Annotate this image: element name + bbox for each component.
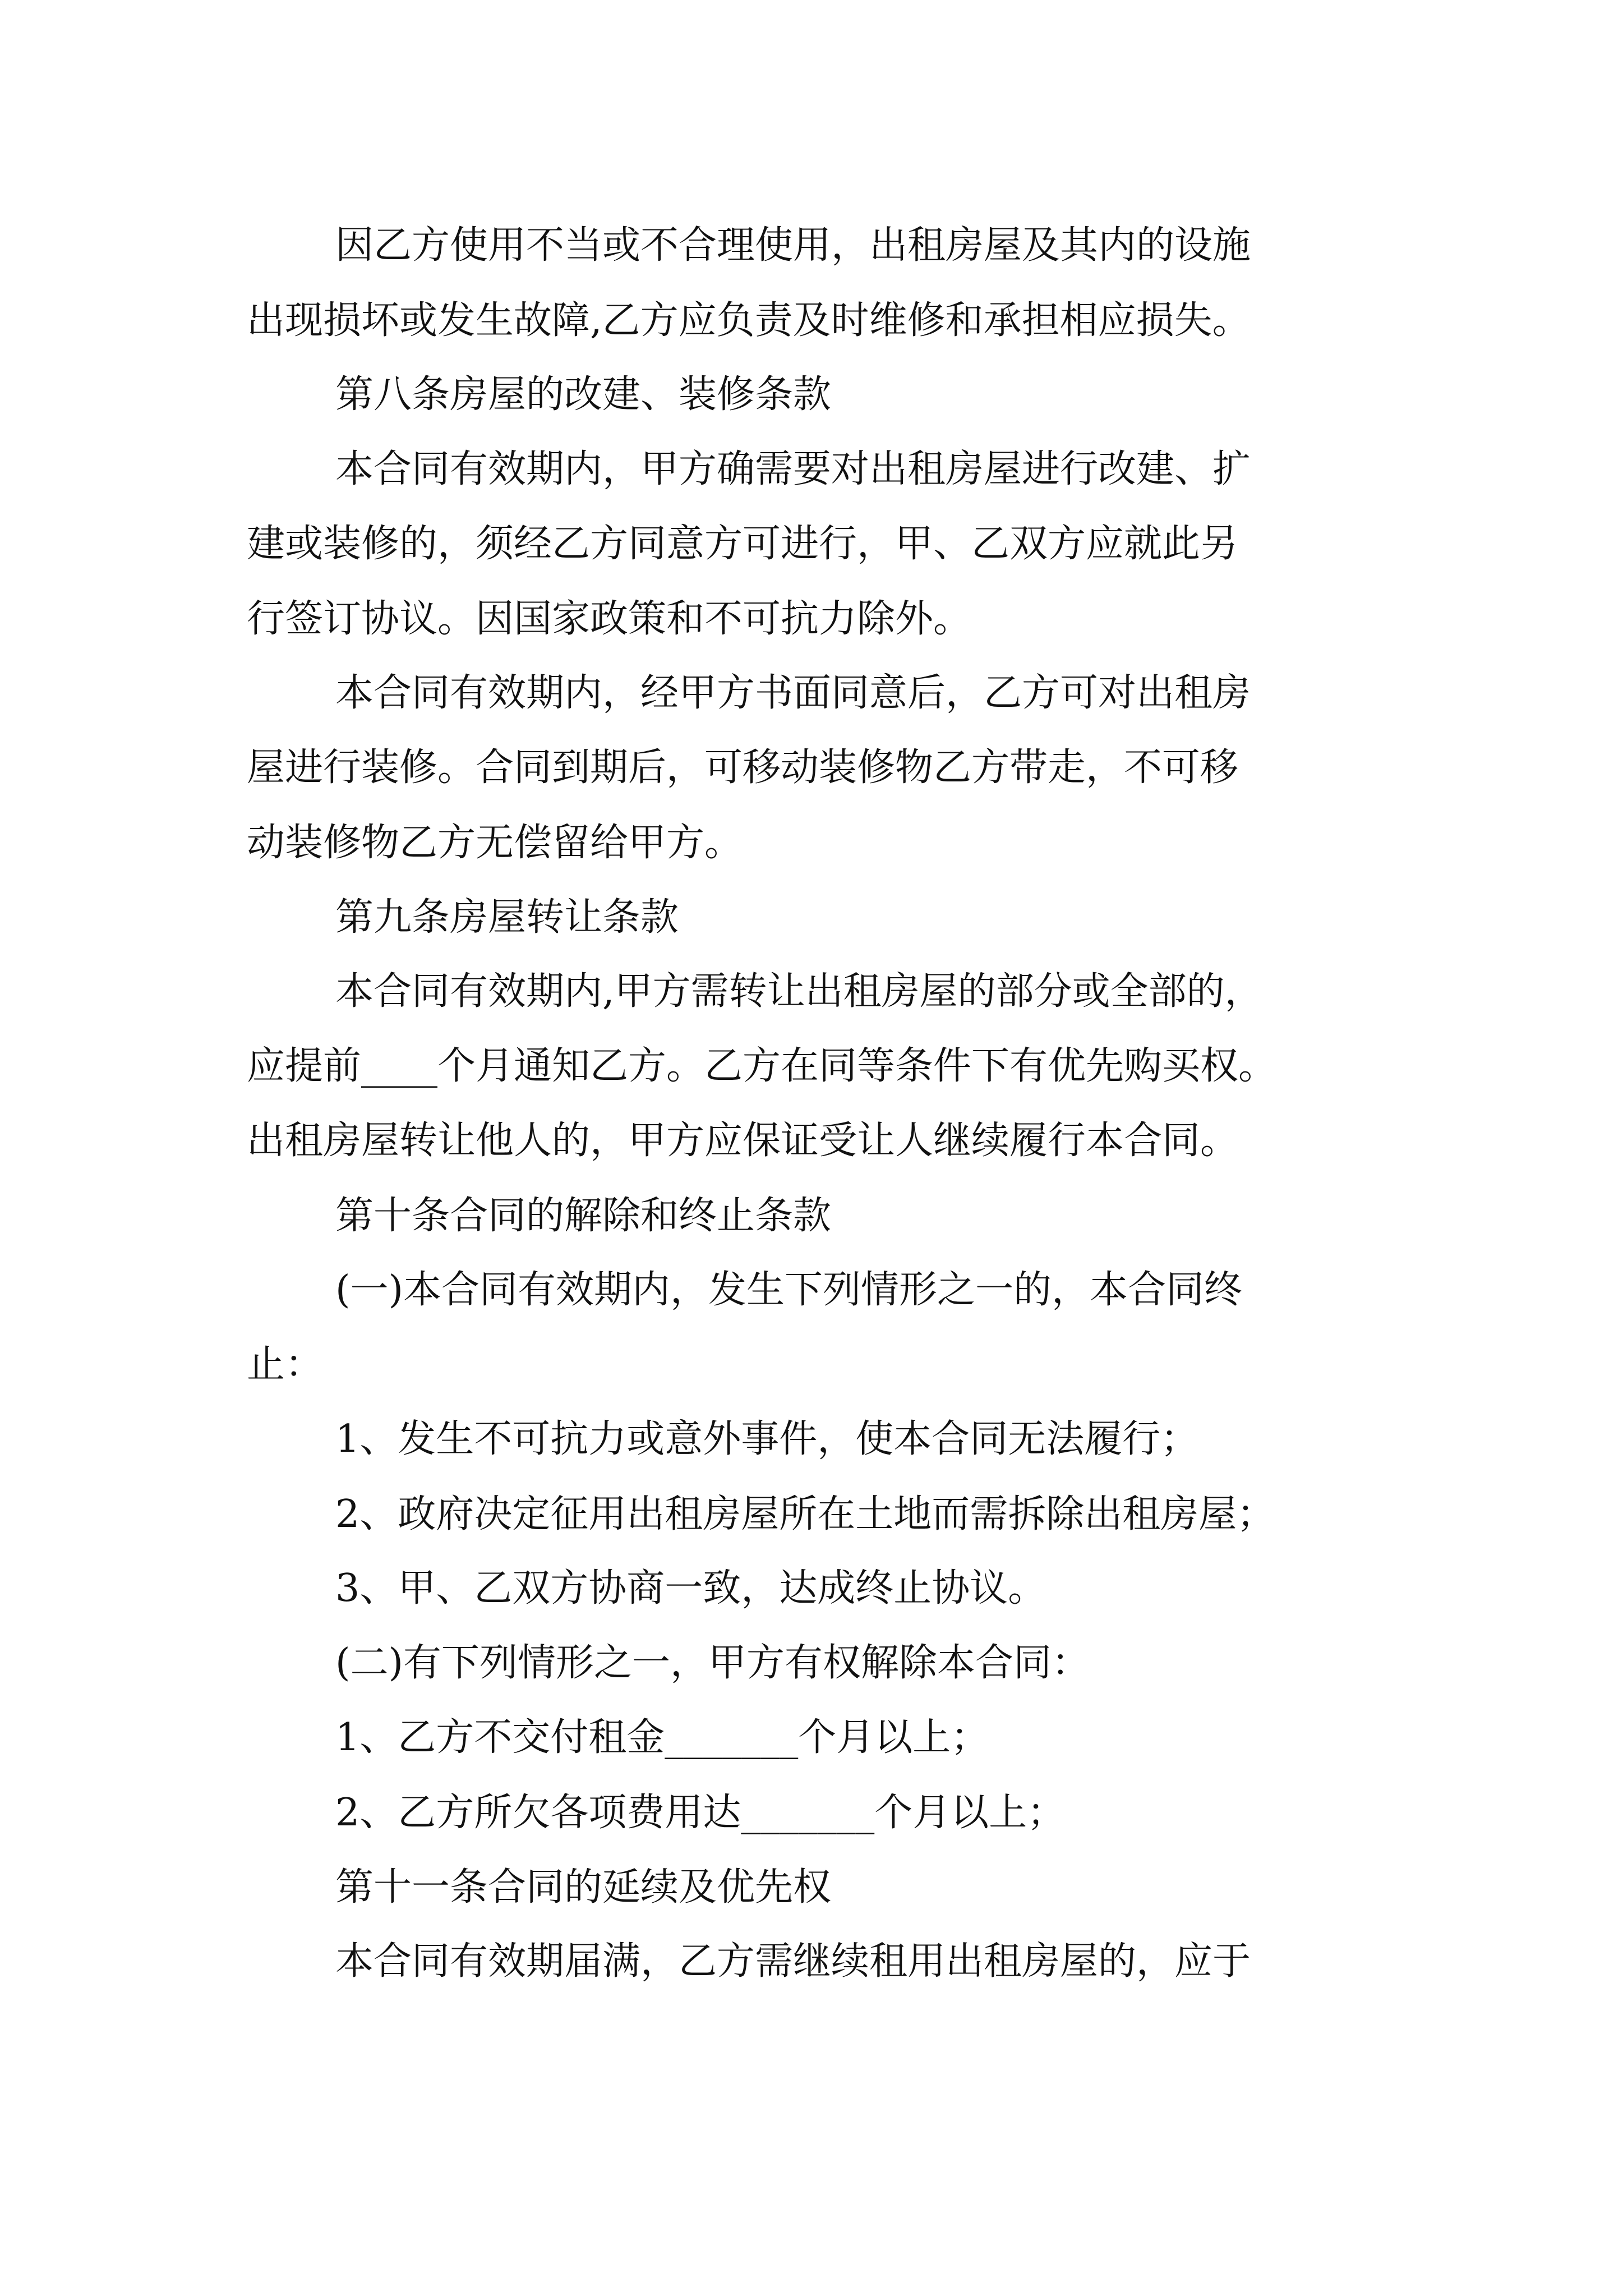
section-heading: 第八条房屋的改建、装修条款 bbox=[335, 372, 832, 417]
paragraph-line: 本合同有效期内,甲方需转让出租房屋的部分或全部的， bbox=[335, 969, 1263, 1014]
list-item: 2、政府决定征用出租房屋所在土地而需拆除出租房屋； bbox=[335, 1492, 1275, 1536]
paragraph-line: 因乙方使用不当或不合理使用，出租房屋及其内的设施 bbox=[335, 223, 1251, 268]
paragraph-line: 出租房屋转让他人的，甲方应保证受让人继续履行本合同。 bbox=[247, 1119, 1239, 1163]
list-item: 3、甲、乙双方协商一致，达成终止协议。 bbox=[335, 1566, 1046, 1611]
paragraph-line: 行签订协议。因国家政策和不可抗力除外。 bbox=[247, 597, 972, 641]
list-item: 2、乙方所欠各项费用达_______个月以上； bbox=[335, 1791, 1066, 1835]
paragraph-line: 屋进行装修。合同到期后，可移动装修物乙方带走，不可移 bbox=[247, 746, 1239, 790]
section-heading: 第九条房屋转让条款 bbox=[335, 895, 679, 940]
paragraph-line: 出现损坏或发生故障,乙方应负责及时维修和承担相应损失。 bbox=[247, 298, 1251, 343]
paragraph-line: 建或装修的，须经乙方同意方可进行，甲、乙双方应就此另 bbox=[247, 522, 1239, 566]
paragraph-line: (一)本合同有效期内，发生下列情形之一的，本合同终 bbox=[335, 1268, 1243, 1312]
paragraph-line: 本合同有效期内，甲方确需要对出租房屋进行改建、扩 bbox=[335, 447, 1251, 491]
section-heading: 第十条合同的解除和终止条款 bbox=[335, 1194, 832, 1238]
paragraph-line: 本合同有效期届满，乙方需继续租用出租房屋的，应于 bbox=[335, 1939, 1251, 1984]
list-item: 1、发生不可抗力或意外事件，使本合同无法履行； bbox=[335, 1417, 1199, 1461]
paragraph-line: (二)有下列情形之一，甲方有权解除本合同： bbox=[335, 1641, 1090, 1685]
paragraph-line: 止： bbox=[247, 1342, 324, 1387]
list-item: 1、乙方不交付租金_______个月以上； bbox=[335, 1715, 989, 1760]
paragraph-line: 本合同有效期内，经甲方书面同意后，乙方可对出租房 bbox=[335, 671, 1251, 715]
paragraph-line: 动装修物乙方无偿留给甲方。 bbox=[247, 821, 743, 865]
paragraph-line: 应提前____个月通知乙方。乙方在同等条件下有优先购买权。 bbox=[247, 1044, 1277, 1088]
section-heading: 第十一条合同的延续及优先权 bbox=[335, 1865, 832, 1910]
